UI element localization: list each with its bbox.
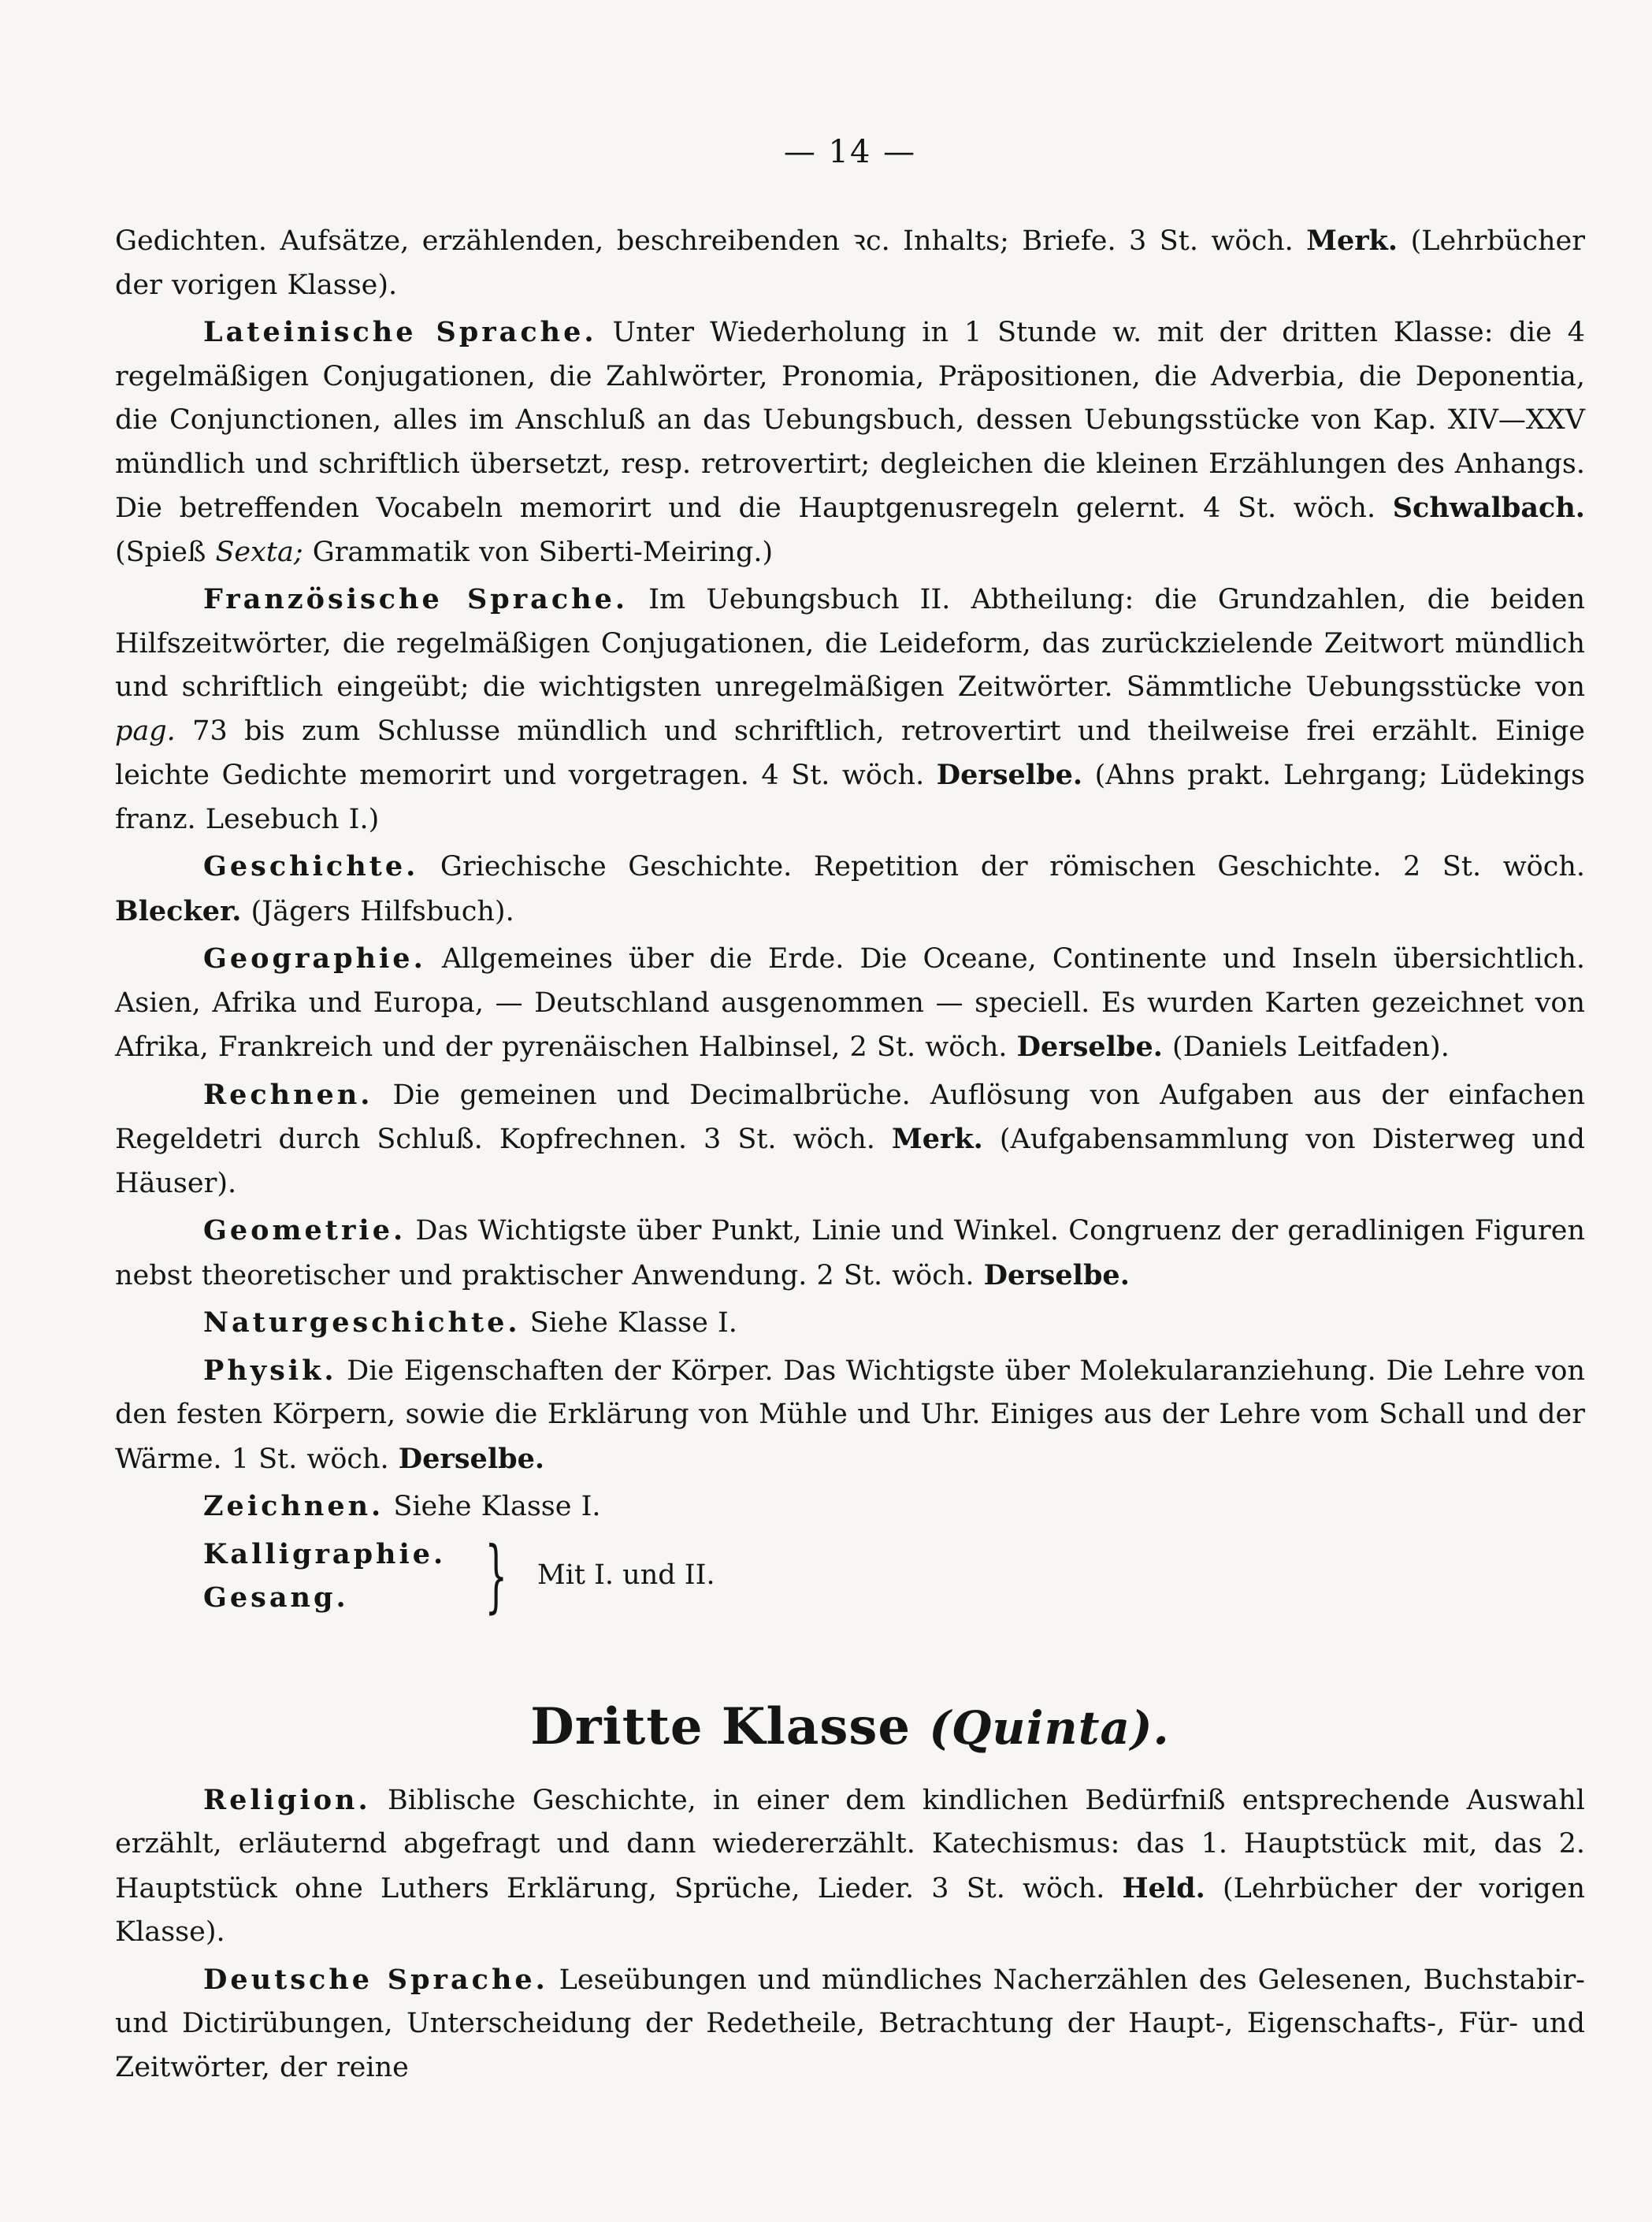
paragraph-text: (Spieß — [115, 536, 216, 568]
teacher-name: Derselbe. — [936, 759, 1083, 791]
section-heading — [115, 1697, 1585, 1756]
brace-icon: } — [484, 1529, 508, 1622]
brace-label-kalligraphie: Kalligraphie. — [203, 1537, 447, 1570]
paragraph-text: Griechische Geschichte. Repetition der römischen Geschichte. 2 St. wöch. — [418, 851, 1585, 882]
paragraph-deutsch — [115, 1958, 1585, 2090]
paragraph-text: Allgemeines über die Erde. Die Oceane, Continente und Inseln übersichtlich. Asien, Afrika und Europa, — Deutschland ausgenommen — speciell. Es wurden Karten gezeichnet von Afrika, Frankreich und der pyrenäischen Halbinsel, 2 St. wöch. — [115, 943, 1585, 1063]
paragraph-text: Siehe Klasse I. — [520, 1307, 737, 1339]
paragraph-naturgeschichte — [115, 1301, 1585, 1346]
paragraph-text: Siehe Klasse I. — [384, 1491, 601, 1522]
subject-label: Naturgeschichte. — [203, 1306, 521, 1339]
paragraph-text: (Lehrbücher der vorigen Klasse). — [115, 1872, 1585, 1948]
subject-label: Lateinische Sprache. — [203, 316, 597, 348]
paragraph-deutsch-cont — [115, 219, 1585, 307]
paragraph-text: (Lehrbücher der vorigen Klasse). — [115, 225, 1585, 301]
paragraph-zeichnen — [115, 1484, 1585, 1529]
paragraph-franz — [115, 578, 1585, 842]
paragraph-text: (Ahns prakt. Lehrgang; Lüdekings franz. Lesebuch I.) — [115, 760, 1586, 835]
teacher-name: Merk. — [1306, 225, 1398, 257]
paragraphs-top — [115, 219, 1585, 1529]
document-page — [115, 134, 1585, 2093]
subject-label: Französische Sprache. — [203, 583, 629, 615]
paragraph-text: (Jägers Hilfsbuch). — [241, 895, 514, 927]
section-heading-main: Dritte Klasse — [530, 1696, 911, 1756]
subject-label: Geschichte. — [203, 850, 419, 882]
subject-label: Physik. — [203, 1354, 337, 1387]
paragraph-rechnen — [115, 1073, 1585, 1206]
subject-label: Rechnen. — [203, 1078, 373, 1111]
subject-label: Geometrie. — [203, 1214, 407, 1247]
teacher-name: Schwalbach. — [1392, 492, 1585, 524]
paragraph-geographie — [115, 937, 1585, 1070]
paragraph-text: 73 bis zum Schlusse mündlich und schriftlich, retrovertirt und theilweise frei erzählt. Einige leichte Gedichte memorirt und vorgetragen. 4 St. wöch. — [115, 715, 1585, 791]
paragraph-geometrie — [115, 1209, 1585, 1298]
page-number: — 14 — — [783, 134, 917, 170]
paragraph-text: Gedichten. Aufsätze, erzählenden, beschreibenden ꝛc. Inhalts; Briefe. 3 St. wöch. — [115, 225, 1307, 257]
paragraph-text: Die gemeinen und Decimalbrüche. Auflösung von Aufgaben aus der einfachen Regeldetri durch Schluß. Kopfrechnen. 3 St. wöch. — [115, 1079, 1585, 1155]
teacher-name: Derselbe. — [983, 1258, 1130, 1291]
paragraph-text: Leseübungen und mündliches Nacherzählen des Gelesenen, Buchstabir- und Dictirübungen, Unterscheidung der Redetheile, Betrachtung der Haupt-, Eigenschafts-, Für- und Zeitwörter, der reine — [115, 1964, 1585, 2083]
paragraph-text: (Daniels Leitfaden). — [1162, 1031, 1450, 1063]
teacher-name: Held. — [1122, 1871, 1205, 1904]
paragraph-geschichte — [115, 845, 1585, 934]
teacher-name: Derselbe. — [1016, 1031, 1163, 1063]
subject-label: Religion. — [203, 1783, 371, 1816]
paragraph-text: Grammatik von Siberti-Meiring.) — [303, 536, 774, 568]
paragraph-text: pag. — [115, 715, 176, 747]
paragraph-religion — [115, 1778, 1585, 1955]
teacher-name: Blecker. — [115, 894, 242, 927]
paragraph-text: Das Wichtigste über Punkt, Linie und Winkel. Congruenz der geradlinigen Figuren nebst theoretischer und praktischer Anwendung. 2 St. wöch. — [115, 1215, 1585, 1291]
teacher-name: Derselbe. — [398, 1442, 545, 1475]
brace-group — [203, 1529, 1585, 1622]
teacher-name: Merk. — [891, 1123, 983, 1155]
paragraph-latein — [115, 310, 1585, 574]
paragraph-text: Biblische Geschichte, in einer dem kindlichen Bedürfniß entsprechende Auswahl erzählt, erläuternd abgefragt und dann wiedererzählt. Katechismus: das 1. Hauptstück mit, das 2. Hauptstück ohne Luthers Erklärung, Sprüche, Lieder. 3 St. wöch. — [115, 1784, 1585, 1904]
paragraph-text: (Aufgabensammlung von Disterweg und Häuser). — [115, 1124, 1585, 1199]
brace-label-gesang: Gesang. — [203, 1581, 349, 1614]
brace-labels — [203, 1533, 446, 1620]
paragraph-text: Sexta; — [215, 536, 303, 568]
paragraph-physik — [115, 1349, 1585, 1482]
brace-text: Mit I. und II. — [536, 1559, 715, 1592]
subject-label: Deutsche Sprache. — [203, 1963, 548, 1996]
paragraphs-bottom — [115, 1778, 1585, 2090]
section-heading-paren: (Quinta). — [929, 1700, 1170, 1755]
subject-label: Geographie. — [203, 942, 426, 975]
paragraph-text: Unter Wiederholung in 1 Stunde w. mit der dritten Klasse: die 4 regelmäßigen Conjugationen, die Zahlwörter, Pronomia, Präpositionen, die Adverbia, die Deponentia, die Conjunctionen, alles im Anschluß an das Uebungsbuch, dessen Uebungsstücke von Kap. XIV—XXV mündlich und schriftlich übersetzt, resp. retrovertirt; degleichen die kleinen Erzählungen des Anhangs. Die betreffenden Vocabeln memorirt und die Hauptgenusregeln gelernt. 4 St. wöch. — [115, 317, 1585, 524]
subject-label: Zeichnen. — [203, 1490, 384, 1522]
paragraph-text: Die Eigenschaften der Körper. Das Wichtigste über Molekularanziehung. Die Lehre von den festen Körpern, sowie die Erklärung von Mühle und Uhr. Einiges aus der Lehre vom Schall und der Wärme. 1 St. wöch. — [115, 1354, 1585, 1475]
paragraph-text: Im Uebungsbuch II. Abtheilung: die Grundzahlen, die beiden Hilfszeitwörter, die regelmäßigen Conjugationen, die Leideform, das zurückzielende Zeitwort mündlich und schriftlich eingeübt; die wichtigsten unregelmäßigen Zeitwörter. Sämmtliche Uebungsstücke von — [115, 584, 1586, 703]
